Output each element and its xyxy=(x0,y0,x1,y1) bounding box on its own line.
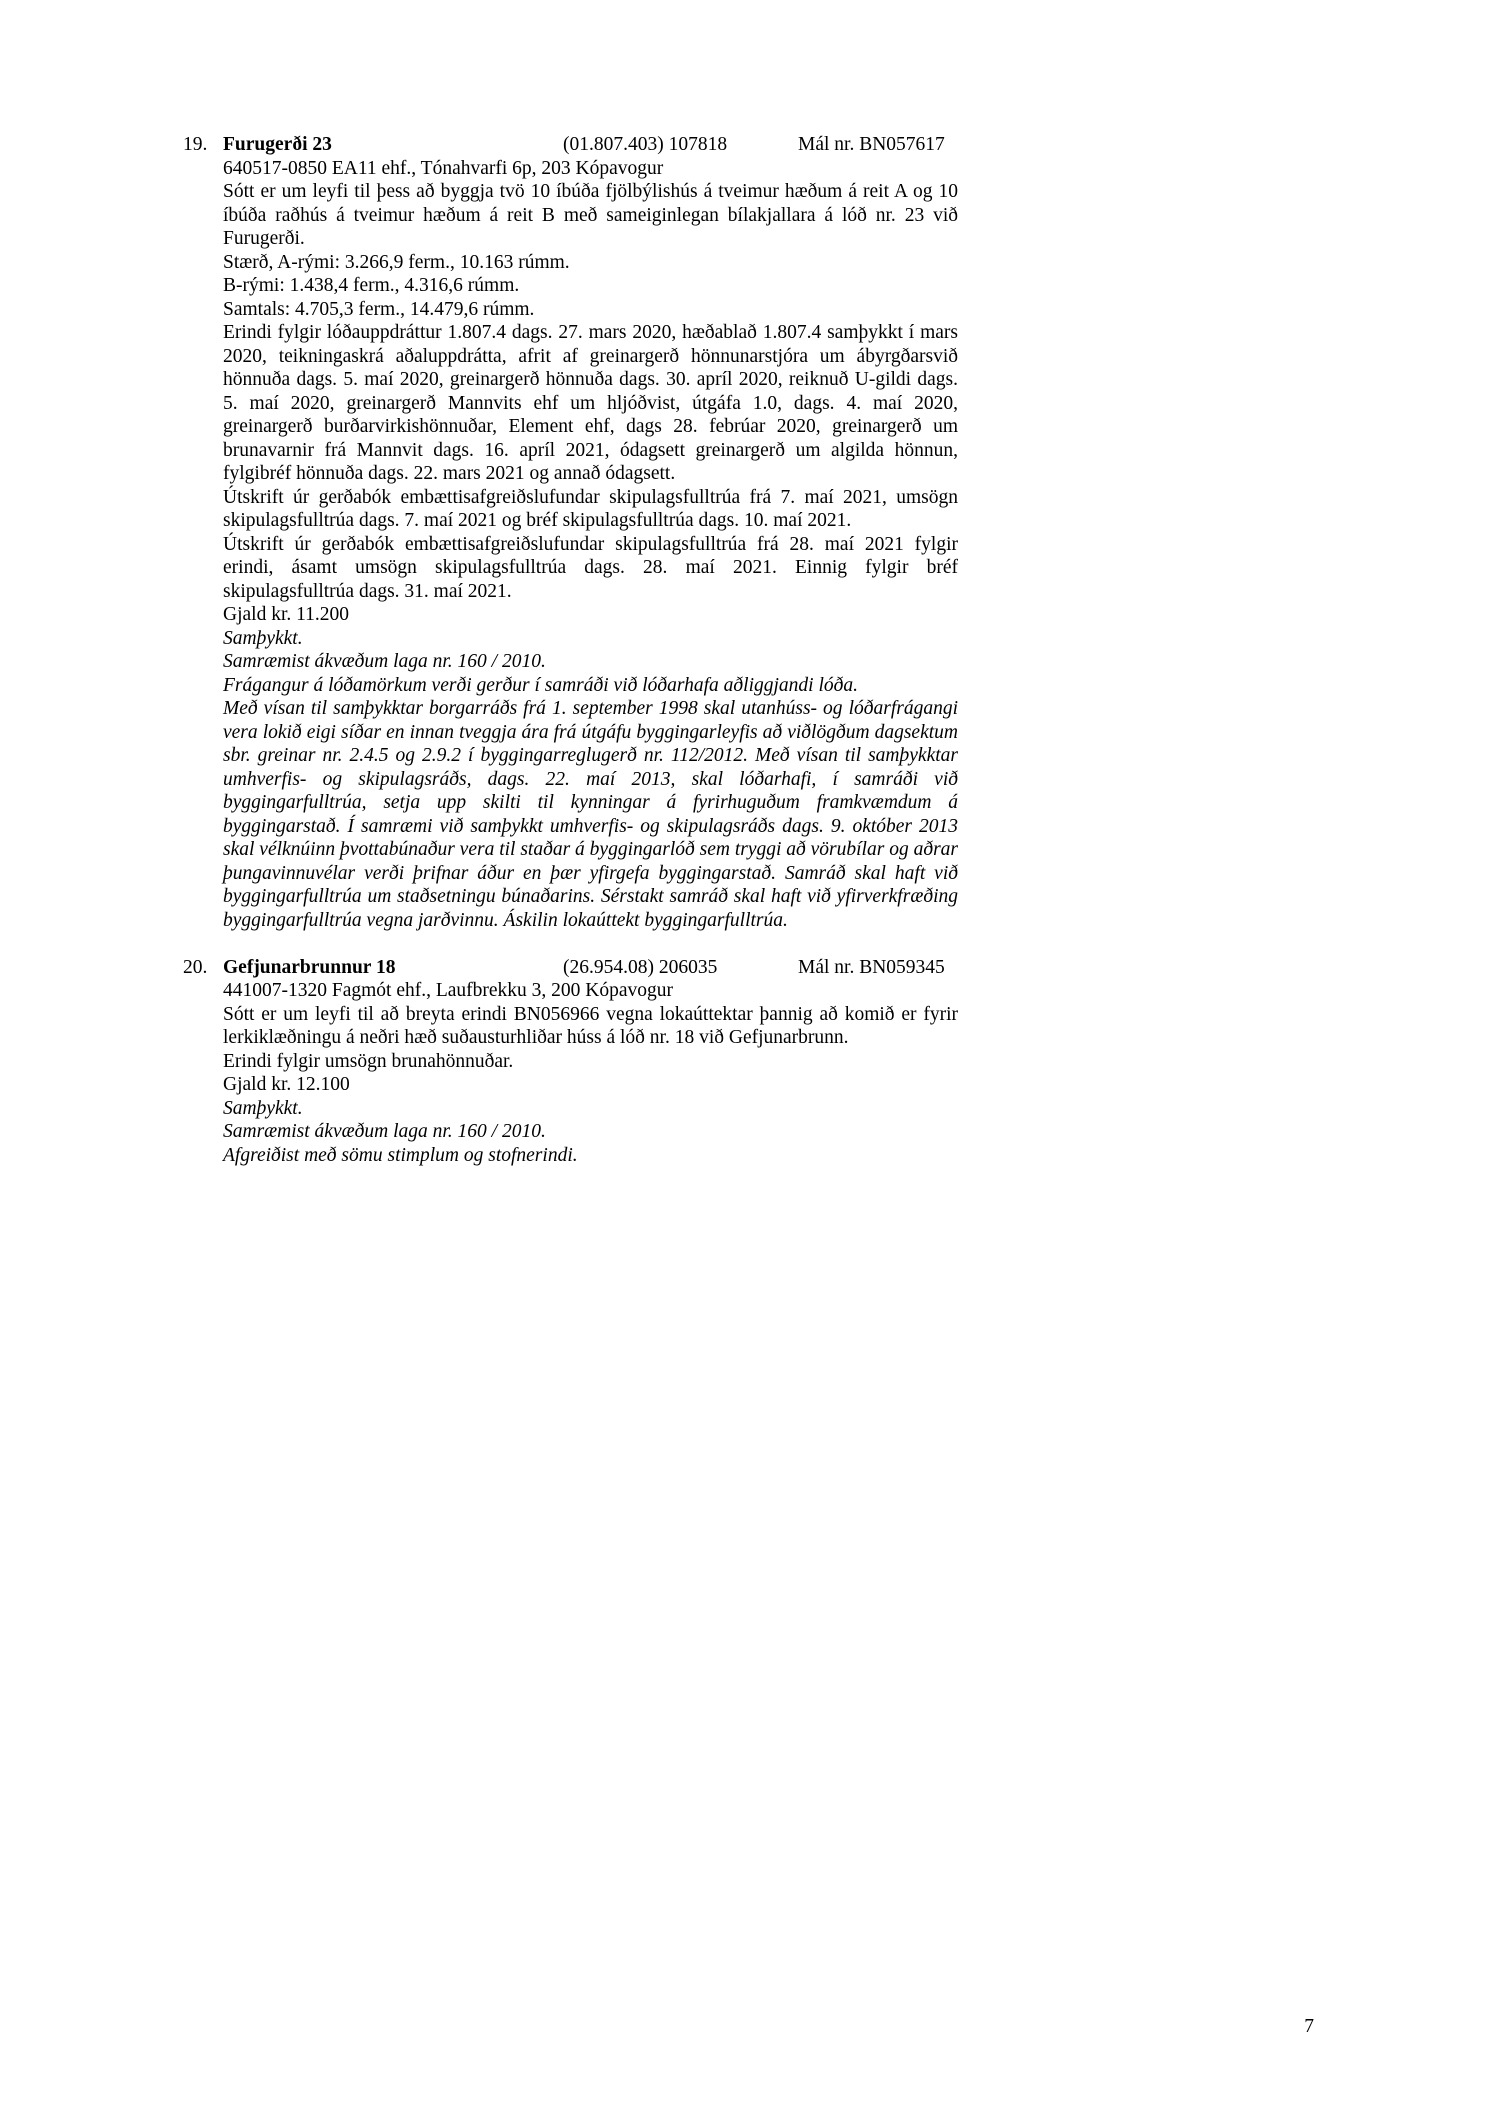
fee-line: Gjald kr. 11.200 xyxy=(223,604,350,625)
size-line-total: Samtals: 4.705,3 ferm., 14.479,6 rúmm. xyxy=(223,298,535,320)
item-body xyxy=(223,157,958,933)
fee-line: Gjald kr. 12.100 xyxy=(223,1074,350,1095)
attachments-paragraph: Erindi fylgir lóðauppdráttur 1.807.4 dags. 27. mars 2020, hæðablað 1.807.4 samþykkt í mars 2020, teikningaskrá aðaluppdrátta, afrit af greinargerð hönnunarstjóra um ábyrgðarsvið hönnuða dags. 5. maí 2020, greinargerð hönnuða dags. 30. apríl 2020, reiknuð U-gildi dags. 5. maí 2020, greinargerð Mannvits ehf um hljóðvist, útgáfa 1.0, dags. 4. maí 2020, greinargerð burðarvirkishönnuðar, Element ehf, dags 28. febrúar 2020, greinargerð um brunavarnir frá Mannvit dags. 16. apríl 2021, ódagsett greinargerð um algilda hönnun, fylgibréf hönnuða dags. 22. mars 2021 og annað ódagsett. xyxy=(223,322,958,484)
item-ref-code: (26.954.08) 206035 xyxy=(563,956,718,978)
minutes-content xyxy=(183,133,958,1167)
agenda-item-20 xyxy=(183,956,958,1168)
size-line-a: Stærð, A-rými: 3.266,9 ferm., 10.163 rúmm. xyxy=(223,251,570,273)
applicant-line: 441007-1320 Fagmót ehf., Laufbrekku 3, 200 Kópavogur xyxy=(223,980,674,1001)
boundary-condition-line: Frágangur á lóðamörkum verði gerður í samráði við lóðarhafa aðliggjandi lóða. xyxy=(223,674,859,696)
item-ref-code: (01.807.403) 107818 xyxy=(563,134,728,155)
item-case-number: Mál nr. BN057617 xyxy=(798,134,945,155)
item-number: 20. xyxy=(183,956,208,978)
law-reference-line: Samræmist ákvæðum laga nr. 160 / 2010. xyxy=(223,1121,546,1142)
agenda-item-19 xyxy=(183,133,958,932)
item-title: Furugerði 23 xyxy=(223,134,332,155)
item-case-number: Mál nr. BN059345 xyxy=(798,956,945,978)
decision-line: Samþykkt. xyxy=(223,627,303,649)
application-description: Sótt er um leyfi til að breyta erindi BN056966 vegna lokaúttektar þannig að komið er fyrir lerkiklæðningu á neðri hæð suðausturhliðar húss á lóð nr. 18 við Gefjunarbrunn. xyxy=(223,1003,958,1048)
item-header xyxy=(183,956,958,980)
processing-note-line: Afgreiðist með sömu stimplum og stofnerindi. xyxy=(223,1144,578,1166)
applicant-line: 640517-0850 EA11 ehf., Tónahvarfi 6p, 203 Kópavogur xyxy=(223,157,664,179)
item-title: Gefjunarbrunnur 18 xyxy=(223,956,396,978)
application-description: Sótt er um leyfi til þess að byggja tvö 10 íbúða fjölbýlishús á tveimur hæðum á reit A og 10 íbúða raðhús á tveimur hæðum á reit B með sameiginlegan bílakjallara á lóð nr. 23 við Furugerði. xyxy=(223,181,958,249)
item-number: 19. xyxy=(183,134,208,155)
size-line-b: B-rými: 1.438,4 ferm., 4.316,6 rúmm. xyxy=(223,275,520,296)
conditions-paragraph: Með vísan til samþykktar borgarráðs frá 1. september 1998 skal utanhúss- og lóðarfrágangi vera lokið eigi síðar en innan tveggja ára frá útgáfu byggingarleyfis að viðlögðum dagsektum sbr. greinar nr. 2.4.5 og 2.9.2 í byggingarreglugerð nr. 112/2012. Með vísan til samþykktar umhverfis- og skipulagsráðs, dags. 22. maí 2013, skal lóðarhafi, í samráði við byggingarfulltrúa, setja upp skilti til kynningar á fyrirhuguðum framkvæmdum á byggingarstað. Í samræmi við samþykkt umhverfis- og skipulagsráðs dags. 9. október 2013 skal vélknúinn þvottabúnaður vera til staðar á byggingarlóð sem tryggi að vörubílar og aðrar þungavinnuvélar verði þrifnar áður en þær yfirgefa byggingarstað. Samráð skal haft við byggingarfulltrúa um staðsetningu búnaðarins. Sérstakt samráð skal haft við yfirverkfræðing byggingarfulltrúa vegna jarðvinnu. Áskilin lokaúttekt byggingarfulltrúa. xyxy=(223,698,958,931)
page-number: 7 xyxy=(1304,2015,1314,2037)
attachments-line: Erindi fylgir umsögn brunahönnuðar. xyxy=(223,1050,514,1072)
item-header xyxy=(183,133,958,157)
law-reference-line: Samræmist ákvæðum laga nr. 160 / 2010. xyxy=(223,651,546,672)
transcript-paragraph-2: Útskrift úr gerðabók embættisafgreiðslufundar skipulagsfulltrúa frá 28. maí 2021 fylgir erindi, ásamt umsögn skipulagsfulltrúa dags. 28. maí 2021. Einnig fylgir bréf skipulagsfulltrúa dags. 31. maí 2021. xyxy=(223,533,958,602)
decision-line: Samþykkt. xyxy=(223,1097,303,1119)
item-body xyxy=(223,979,958,1167)
transcript-paragraph-1: Útskrift úr gerðabók embættisafgreiðslufundar skipulagsfulltrúa frá 7. maí 2021, umsögn skipulagsfulltrúa dags. 7. maí 2021 og bréf skipulagsfulltrúa dags. 10. maí 2021. xyxy=(223,486,958,531)
